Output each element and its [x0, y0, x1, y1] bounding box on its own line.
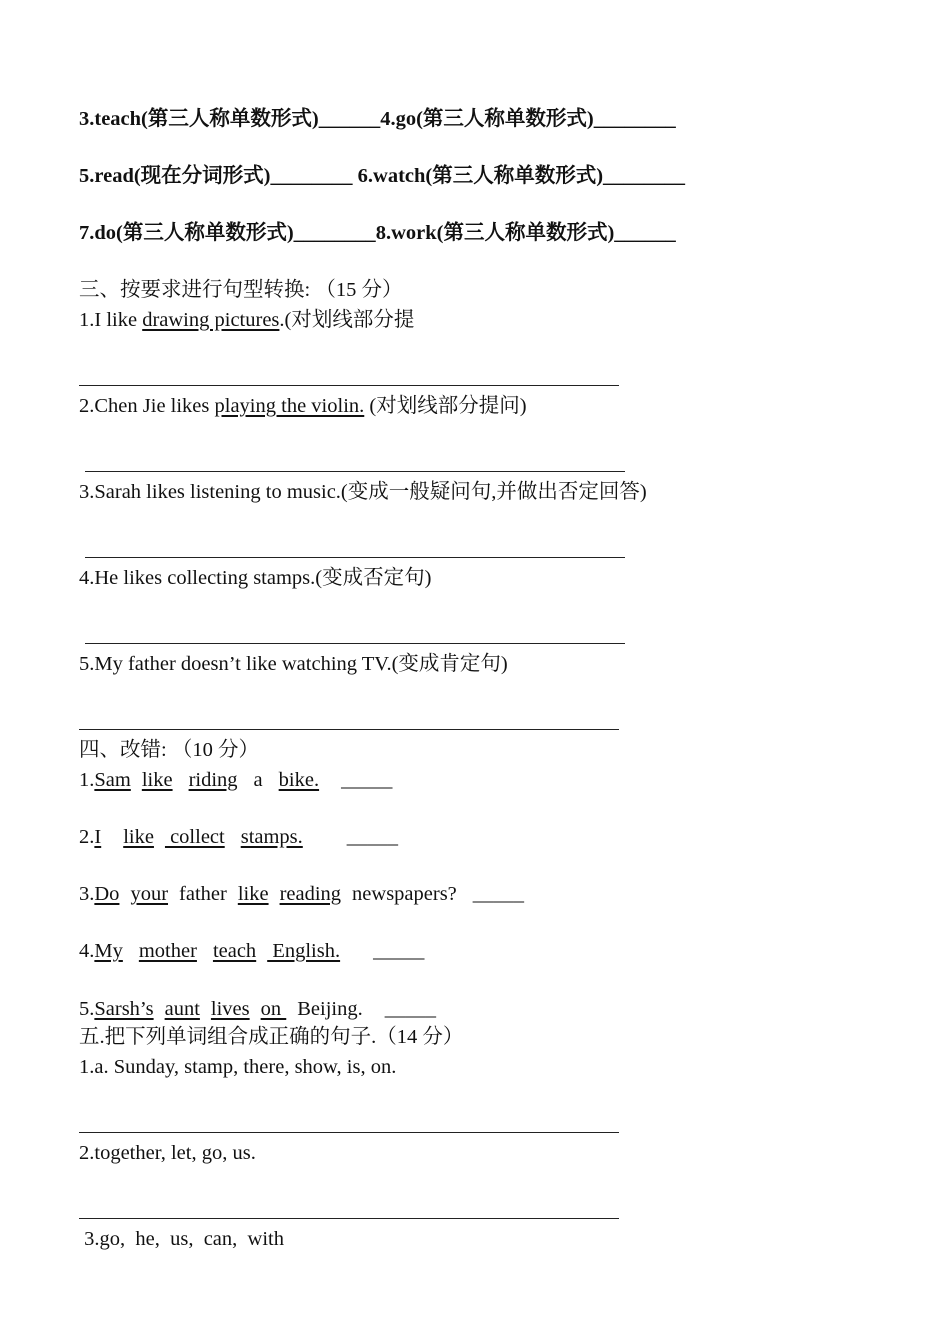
sec3-question-1 — [79, 307, 414, 333]
sentence-question-2: 2.together, let, go, us. — [79, 1142, 256, 1164]
word: reading — [279, 883, 342, 905]
answer-blank[interactable]: _____ — [472, 883, 525, 905]
word: Beijing. — [297, 998, 363, 1020]
question-7-do: 7.do(第三人称单数形式)________ — [79, 222, 376, 244]
question-8-work: 8.work(第三人称单数形式)______ — [375, 222, 676, 244]
sec3-question-5: 5.My father doesn’t like watching TV.(变成肯定句) — [79, 653, 508, 675]
word-form-row-2 — [79, 163, 685, 189]
sec3-question-4: 4.He likes collecting stamps.(变成否定句) — [79, 567, 432, 589]
answer-blank[interactable]: _____ — [341, 769, 393, 791]
q2-instruction: (对划线部分提问) — [364, 395, 527, 417]
sentence-question-1: 1.a. Sunday, stamp, there, show, is, on. — [79, 1056, 397, 1078]
word: English. — [267, 940, 341, 962]
q2-underlined: playing the violin. — [214, 395, 365, 417]
word: on — [260, 998, 287, 1020]
answer-line-2[interactable] — [85, 471, 625, 472]
q1-instruction: .(对划线部分提 — [279, 309, 415, 331]
question-5-read: 5.read(现在分词形式)________ — [79, 165, 353, 187]
word: mother — [138, 940, 197, 962]
answer-line-4[interactable] — [85, 643, 625, 644]
word-form-row-3 — [79, 220, 676, 246]
section-4-heading: 四、改错: （10 分） — [79, 739, 259, 761]
word: riding — [188, 769, 238, 791]
section-3-heading: 三、按要求进行句型转换: （15 分） — [79, 279, 403, 301]
num: 4. — [79, 940, 95, 962]
sec3-question-2 — [79, 393, 527, 419]
answer-line-3[interactable] — [85, 557, 625, 558]
word: bike. — [278, 769, 320, 791]
word: like — [237, 883, 269, 905]
sec3-question-3: 3.Sarah likes listening to music.(变成一般疑问句,并做出否定回答) — [79, 481, 647, 503]
num: 2. — [79, 826, 95, 848]
question-6-watch: 6.watch(第三人称单数形式)________ — [357, 165, 686, 187]
q1-underlined: drawing pictures — [142, 309, 280, 331]
word: Do — [94, 883, 120, 905]
q1-text: 1.I like — [79, 309, 143, 331]
error-question-5 — [79, 996, 436, 1022]
word: like — [141, 769, 173, 791]
answer-blank[interactable]: _____ — [373, 940, 425, 962]
answer-line-7[interactable] — [79, 1218, 619, 1219]
question-4-go: 4.go(第三人称单数形式)________ — [380, 108, 676, 130]
num: 3. — [79, 883, 95, 905]
error-question-3 — [79, 881, 524, 907]
answer-blank[interactable]: _____ — [384, 998, 436, 1020]
word: collect — [164, 826, 225, 848]
answer-line-5[interactable] — [79, 729, 619, 730]
word: Sam — [94, 769, 131, 791]
word: stamps. — [240, 826, 303, 848]
error-question-4 — [79, 938, 424, 964]
word: I — [94, 826, 102, 848]
answer-line-6[interactable] — [79, 1132, 619, 1133]
word: My — [94, 940, 123, 962]
sentence-question-3: 3.go, he, us, can, with — [79, 1228, 284, 1250]
word: like — [123, 826, 154, 848]
error-question-2 — [79, 824, 398, 850]
word: father — [179, 883, 227, 905]
word: teach — [212, 940, 257, 962]
answer-blank[interactable]: _____ — [346, 826, 399, 848]
word: your — [130, 883, 169, 905]
section-5-heading: 五.把下列单词组合成正确的句子.（14 分） — [79, 1026, 464, 1048]
q2-text: 2.Chen Jie likes — [79, 395, 215, 417]
error-question-1 — [79, 767, 392, 793]
word-form-row-1 — [79, 106, 676, 132]
word: aunt — [164, 998, 200, 1020]
word: newspapers? — [352, 883, 457, 905]
word: lives — [210, 998, 250, 1020]
num: 1. — [79, 769, 95, 791]
word: Sarsh’s — [94, 998, 154, 1020]
num: 5. — [79, 998, 95, 1020]
word: a — [253, 769, 263, 791]
question-3-teach: 3.teach(第三人称单数形式)______ — [79, 108, 381, 130]
answer-line-1[interactable] — [79, 385, 619, 386]
